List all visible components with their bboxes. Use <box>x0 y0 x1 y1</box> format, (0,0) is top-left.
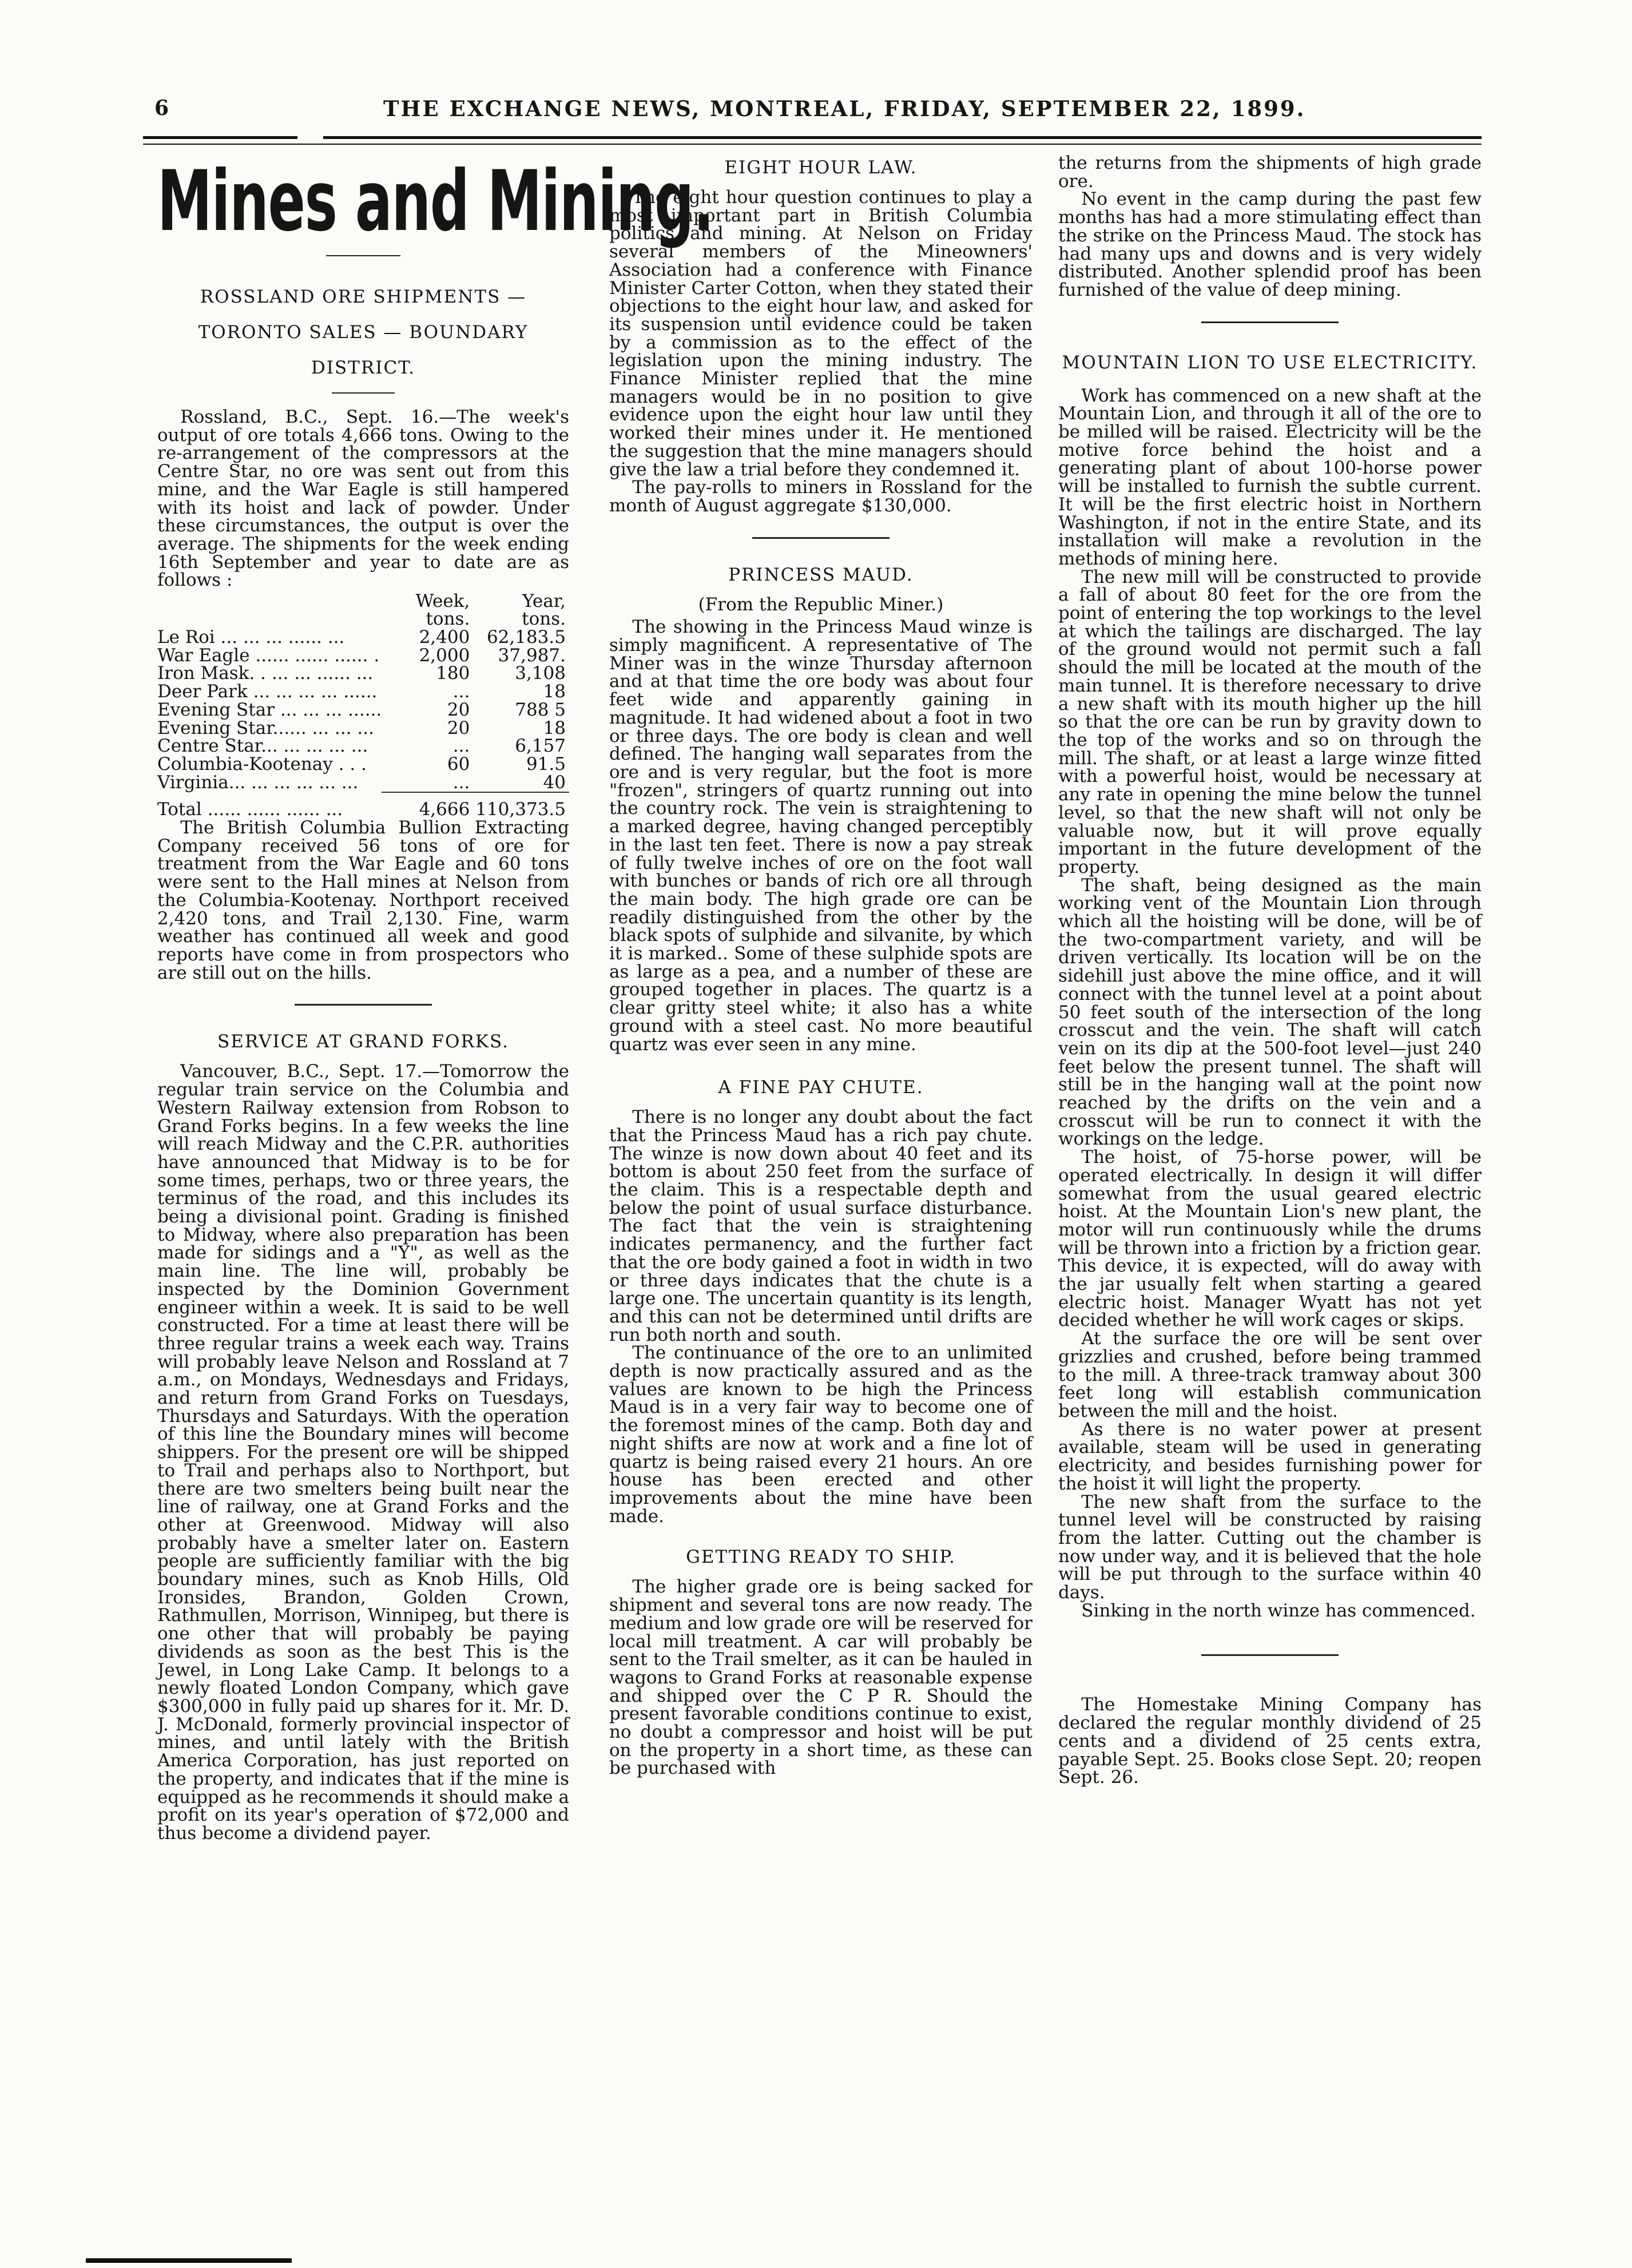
mine-name: Iron Mask. . ... ... ...... ... <box>157 663 374 684</box>
princess-maud-closing: No event in the camp during the past few months has had a more stimulating effect than the strike on the Princess Maud. The stock has had many ups and downs and is very widely distributed. Another splendid proof has been furnished of the value of deep mining. <box>1058 189 1482 300</box>
mine-name: Le Roi ... ... ... ...... ... <box>157 627 345 648</box>
week-tons: 20 <box>447 717 470 738</box>
table-row <box>157 701 569 720</box>
header-rule-thin <box>143 144 1482 145</box>
princess-maud-continued: the returns from the shipments of high grade ore. <box>1058 153 1482 192</box>
mine-name: Columbia-Kootenay . . . <box>157 753 367 774</box>
week-tons: 60 <box>447 753 470 774</box>
article-heading-pay-chute: A FINE PAY CHUTE. <box>718 1077 924 1098</box>
mine-name: Centre Star... ... ... ... ... <box>157 736 368 757</box>
article-subheading-rossland: ROSSLAND ORE SHIPMENTS — TORONTO SALES — BOUNDARY DISTRICT. <box>198 287 529 378</box>
header-rule-thick <box>323 136 1482 139</box>
grand-forks-body: Vancouver, B.C., Sept. 17.—Tomorrow the regular train service on the Columbia and Western Railway extension from Robson to Grand Forks begins. In a few weeks the line will reach Midway and the C.P.R. authorities have announced that Midway is to be for some times, perhaps, two or three years, the terminus of the road, and this includes its being a divisional point. Grading is finished to Midway, where also preparation has been made for sidings and a "Y", as well as the main line. The line will, probably be inspected by the Dominion Government engineer within a week. It is said to be well constructed. For a time at least there will be three regular trains a week each way. Trains will probably leave Nelson and Rossland at 7 a.m., on Mondays, Wednesdays and Fridays, and return from Grand Forks on Tuesdays, Thursdays and Saturdays. With the operation of this line the Boundary mines will become shippers. For the present ore will be shipped to Trail and perhaps also to Northport, but there are two smelters being built near the line of railway, one at Grand Forks and the other at Greenwood. Midway will also probably have a smelter later on. Eastern people are sufficiently familiar with the big boundary mines, such as Knob Hills, Old Ironsides, Brandon, Golden Crown, Rathmullen, Morrison, Winnipeg, but there is one other that will probably be paying dividends as soon as the best This is the Jewel, in Long Lake Camp. It belongs to a newly floated London Company, which gave $300,000 in fully paid up shares for it. Mr. D. J. McDonald, formerly provincial inspector of mines, and until lately with the British America Corporation, has just reported on the property, and indicates that if the mine is equipped as he recommends it should make a profit on its year's operation of $72,000 and thus become a dividend payer. <box>157 1061 569 1844</box>
homestake-notice: The Homestake Mining Company has declared the regular monthly dividend of 25 cents and a dividend of 25 cents extra, payable Sept. 25. Books close Sept. 20; reopen Sept. 26. <box>1058 1694 1482 1788</box>
shipments-table-header <box>157 592 569 629</box>
mountain-lion-p5: At the surface the ore will be sent over grizzlies and crushed, before being trammed to the mill. A three-track tramway about 300 feet long will establish communication between the mill and the hoist. <box>1058 1328 1482 1421</box>
table-row <box>157 756 569 774</box>
table-total-row <box>157 793 569 819</box>
article-heading-eight-hour: EIGHT HOUR LAW. <box>724 157 918 178</box>
pay-chute-p1: There is no longer any doubt about the fact that the Princess Maud has a rich pay chute. The winze is now down about 40 feet and its bottom is about 250 feet from the surface of the claim. This is a respectable depth and below the point of usual surface disturbance. The fact that the vein is straightening indicates permanency, and the further fact that the ore body gained a foot in width in two or three days indicates that the chute is a large one. The uncertain quantity is its length, and this can not be determined until drifts are run both north and south. <box>609 1107 1033 1345</box>
year-tons: 18 <box>543 717 566 738</box>
mountain-lion-p3: The shaft, being designed as the main working vent of the Mountain Lion through which all the hoisting will be done, will be of the two-compartment variety, and will be driven vertically. Its location will be on the sidehill just above the mine office, and it will connect with the tunnel level at a point about 50 feet south of the intersection of the long crosscut and the vein. The shaft will catch vein on its dip at the 500-foot level—just 240 feet below the present tunnel. The shaft will still be in the hanging wall at the point now reached by the drifts on the vein and a crosscut will be run to connect it with the workings on the ledge. <box>1058 875 1482 1150</box>
mountain-lion-p6: As there is no water power at present available, steam will be used in generating electricity, and besides furnishing power for the hoist it will light the property. <box>1058 1419 1482 1494</box>
mine-name: Evening Star ... ... ... ...... <box>157 699 382 720</box>
article-source: (From the Republic Miner.) <box>698 594 944 615</box>
mountain-lion-p8: Sinking in the north winze has commenced. <box>1081 1600 1476 1621</box>
week-tons: 180 <box>436 663 470 684</box>
shipments-table <box>157 592 569 819</box>
article-heading-ship: GETTING READY TO SHIP. <box>686 1547 956 1568</box>
title-rule <box>326 255 400 256</box>
table-row <box>157 665 569 683</box>
page-number: 6 <box>154 96 169 120</box>
week-tons: ... <box>452 681 470 702</box>
week-tons: 2,000 <box>419 645 470 666</box>
subheading-rule <box>332 392 395 394</box>
year-tons: 62,183.5 <box>486 627 566 648</box>
section-title: Mines and Mining. <box>157 153 714 250</box>
mountain-lion-p2: The new mill will be constructed to provide a fall of about 80 feet for the ore from the point of entering the top workings to the level at which the tailings are discharged. The lay of the ground would not permit such a fall should the mill be located at the mouth of the main tunnel. It is therefore necessary to drive a new shaft with its mouth higher up the hill so that the ore can be run by gravity down to the top of the works and so on through the mill. The shaft, or at least a large winze fitted with a powerful hoist, would be necessary at any rate in opening the mine below the tunnel level, so that the new shaft will not only be valuable now, but it will prove equally important in the future development of the property. <box>1058 566 1482 877</box>
table-row <box>157 683 569 701</box>
year-tons: 3,108 <box>515 663 566 684</box>
article-divider <box>1201 321 1339 323</box>
page-header <box>143 96 1470 130</box>
year-tons: 37,987. <box>498 645 566 666</box>
mine-name: Virginia... ... ... ... ... ... <box>157 772 359 793</box>
year-tons: 788 5 <box>515 699 566 720</box>
eight-hour-p2: The pay-rolls to miners in Rossland for the month of August aggregate $130,000. <box>609 477 1033 516</box>
header-rule-thick-left <box>143 136 297 139</box>
week-tons: ... <box>452 736 470 757</box>
article-heading-princess-maud: PRINCESS MAUD. <box>728 564 914 585</box>
total-week-tons: 4,666 <box>419 799 470 820</box>
year-tons: 40 <box>543 772 566 793</box>
column-header-week: Week, tons. <box>415 591 470 630</box>
rossland-intro: Rossland, B.C., Sept. 16.—The week's output of ore totals 4,666 tons. Owing to the re-arrangement of the compressors at the Centre Star, no ore was sent out from this mine, and the War Eagle is still hampered with its hoist and lack of powder. Under these circumstances, the output is over the average. The shipments for the week ending 16th September and year to date are as follows : <box>157 407 569 591</box>
week-tons: ... <box>452 772 470 793</box>
pay-chute-p2: The continuance of the ore to an unlimited depth is now practically assured and as the values are known to be high the Princess Maud is in a very fair way to become one of the foremost mines of the camp. Both day and night shifts are now at work and a fine lot of quartz is being raised every 21 hours. An ore house has been erected and other improvements about the mine have been made. <box>609 1342 1033 1527</box>
newspaper-masthead: THE EXCHANGE NEWS, MONTREAL, FRIDAY, SEPTEMBER 22, 1899. <box>383 96 1306 121</box>
table-row <box>157 720 569 738</box>
table-row <box>157 774 569 793</box>
column-header-year: Year, tons. <box>522 591 566 630</box>
article-heading-mountain-lion: MOUNTAIN LION TO USE ELECTRICITY. <box>1062 352 1478 373</box>
bottom-edge-bar <box>86 2258 292 2263</box>
article-divider <box>752 537 890 539</box>
table-row <box>157 647 569 665</box>
mine-name: War Eagle ...... ...... ...... . <box>157 645 380 666</box>
column-1 <box>157 153 714 1844</box>
table-row <box>157 737 569 756</box>
eight-hour-p1: The eight hour question continues to play a most important part in British Columbia politics and mining. At Nelson on Friday several members of the Mineowners' Association had a conference with Finance Minister Carter Cotton, when they stated their objections to the eight hour law, and asked for its suspension until evidence could be taken by a commission as to the effect of the legislation upon the mining industry. The Finance Minister replied that the mine managers would be in no position to give evidence upon the eight hour law until they worked their mines under it. He mentioned the suggestion that the mine managers should give the law a trial before they condemned it. <box>609 187 1033 480</box>
week-tons: 20 <box>447 699 470 720</box>
ship-body: The higher grade ore is being sacked for shipment and several tons are now ready. The medium and low grade ore will be reserved for local mill treatment. A car will probably be sent to the Trail smelter, as it can be hauled in wagons to Grand Forks at reasonable expense and shipped over the C P R. Should the present favorable conditions continue to exist, no doubt a compressor and hoist will be put on the property in a short time, as these can be purchased with <box>609 1576 1033 1779</box>
mine-name: Deer Park ... ... ... ... ...... <box>157 681 378 702</box>
mine-name: Evening Star...... ... ... ... <box>157 717 374 738</box>
article-heading-grand-forks: SERVICE AT GRAND FORKS. <box>217 1031 509 1052</box>
year-tons: 6,157 <box>515 736 566 757</box>
article-divider <box>295 1004 432 1006</box>
mountain-lion-p7: The new shaft from the surface to the tunnel level will be constructed by raising from the latter. Cutting out the chamber is now under way, and it is believed that the hole will be put through to the surface within 40 days. <box>1058 1491 1482 1603</box>
article-divider <box>1201 1654 1339 1656</box>
column-2 <box>609 154 1033 1778</box>
column-3 <box>1058 154 1482 1787</box>
year-tons: 18 <box>543 681 566 702</box>
table-row <box>157 629 569 647</box>
year-tons: 91.5 <box>526 753 566 774</box>
princess-maud-body: The showing in the Princess Maud winze is simply magnificent. A representative of The Miner was in the winze Thursday afternoon and at that time the ore body was about four feet wide and apparently gaining in magnitude. It had widened about a foot in two or three days. The ore body is clean and well defined. The hanging wall separates from the ore and is very regular, but the foot is more "frozen", stringers of quartz running out into the country rock. The vein is straightening to a marked degree, having changed perceptibly in the last ten feet. There is now a pay streak of fully twelve inches of ore on the foot wall with bunches or bands of rich ore all through the main body. The high grade ore can be readily distinguished from the other by the black spots of sulphide and silvanite, by which it is marked.. Some of these sulphide spots are as large as a pea, and a number of these are grouped together in places. The quartz is a clear gritty steel white; it also has a white ground with a steel cast. No more beautiful quartz was ever seen in any mine. <box>609 617 1033 1055</box>
mountain-lion-p4: The hoist, of 75-horse power, will be operated electrically. In design it will differ somewhat from the usual geared electric hoist. At the Mountain Lion's new plant, the motor will run continuously while the drums will be thrown into a friction by a friction gear. This device, it is expected, will do away with the jar usually felt when starting a geared electric hoist. Manager Wyatt has not yet decided whether he will work cages or skips. <box>1058 1147 1482 1331</box>
mountain-lion-p1: Work has commenced on a new shaft at the Mountain Lion, and through it all of the ore to be milled will be raised. Electricity will be the motive force behind the hoist and a generating plant of about 100-horse power will be installed to furnish the subtle current. It will be the first electric hoist in Northern Washington, if not in the entire State, and its installation will make a revolution in the methods of mining here. <box>1058 385 1482 569</box>
total-year-tons: 110,373.5 <box>475 799 566 820</box>
week-tons: 2,400 <box>419 627 470 648</box>
rossland-after-table: The British Columbia Bullion Extracting Company received 56 tons of ore for treatment from the War Eagle and 60 tons were sent to the Hall mines at Nelson from the Columbia-Kootenay. Northport received 2,420 tons, and Trail 2,130. Fine, warm weather has continued all week and good reports have come in from prospectors who are still out on the hills. <box>157 817 569 983</box>
total-label: Total ...... ...... ...... ... <box>157 799 343 820</box>
